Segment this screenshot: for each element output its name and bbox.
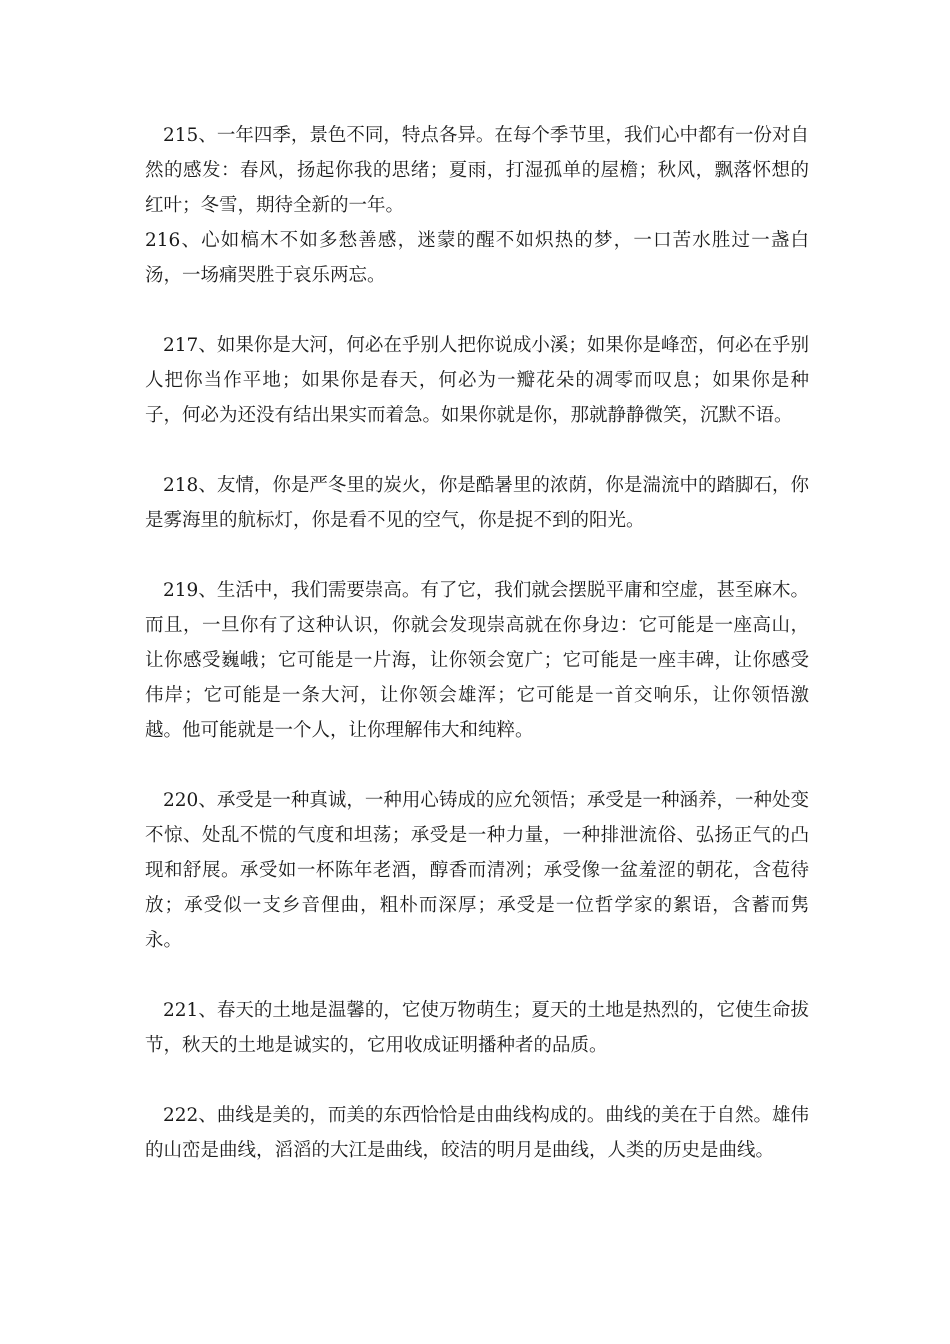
document-body	[145, 118, 809, 1203]
paragraph-222: 222、曲线是美的，而美的东西恰恰是由曲线构成的。曲线的美在于自然。雄伟的山峦是曲线，滔滔的大江是曲线，皎洁的明月是曲线，人类的历史是曲线。	[145, 1105, 809, 1161]
paragraph-215: 215、一年四季，景色不同，特点各异。在每个季节里，我们心中都有一份对自然的感发：春风，扬起你我的思绪；夏雨，打湿孤单的屋檐；秋风，飘落怀想的红叶；冬雪，期待全新的一年。	[145, 125, 809, 216]
paragraph-218: 218、友情，你是严冬里的炭火，你是酷暑里的浓荫，你是湍流中的踏脚石，你是雾海里的航标灯，你是看不见的空气，你是捉不到的阳光。	[145, 475, 809, 531]
paragraph-219: 219、生活中，我们需要崇高。有了它，我们就会摆脱平庸和空虚，甚至麻木。而且，一旦你有了这种认识，你就会发现崇高就在你身边：它可能是一座高山，让你感受巍峨；它可能是一片海，让你领会宽广；它可能是一座丰碑，让你感受伟岸；它可能是一条大河，让你领会雄浑；它可能是一首交响乐，让你领悟激越。他可能就是一个人，让你理解伟大和纯粹。	[145, 580, 809, 741]
paragraph-221: 221、春天的土地是温馨的，它使万物萌生；夏天的土地是热烈的，它使生命拔节，秋天的土地是诚实的，它用收成证明播种者的品质。	[145, 1000, 809, 1056]
paragraph-217: 217、如果你是大河，何必在乎别人把你说成小溪；如果你是峰峦，何必在乎别人把你当作平地；如果你是春天，何必为一瓣花朵的凋零而叹息；如果你是种子，何必为还没有结出果实而着急。如果你就是你，那就静静微笑，沉默不语。	[145, 335, 809, 426]
paragraph-216: 216、心如槁木不如多愁善感，迷蒙的醒不如炽热的梦，一口苦水胜过一盏白汤，一场痛哭胜于哀乐两忘。	[145, 230, 809, 286]
paragraph-220: 220、承受是一种真诚，一种用心铸成的应允领悟；承受是一种涵养，一种处变不惊、处乱不慌的气度和坦荡；承受是一种力量，一种排泄流俗、弘扬正气的凸现和舒展。承受如一杯陈年老酒，醇香而清冽；承受像一盆羞涩的朝花，含苞待放；承受似一支乡音俚曲，粗朴而深厚；承受是一位哲学家的絮语，含蓄而隽永。	[145, 790, 809, 951]
